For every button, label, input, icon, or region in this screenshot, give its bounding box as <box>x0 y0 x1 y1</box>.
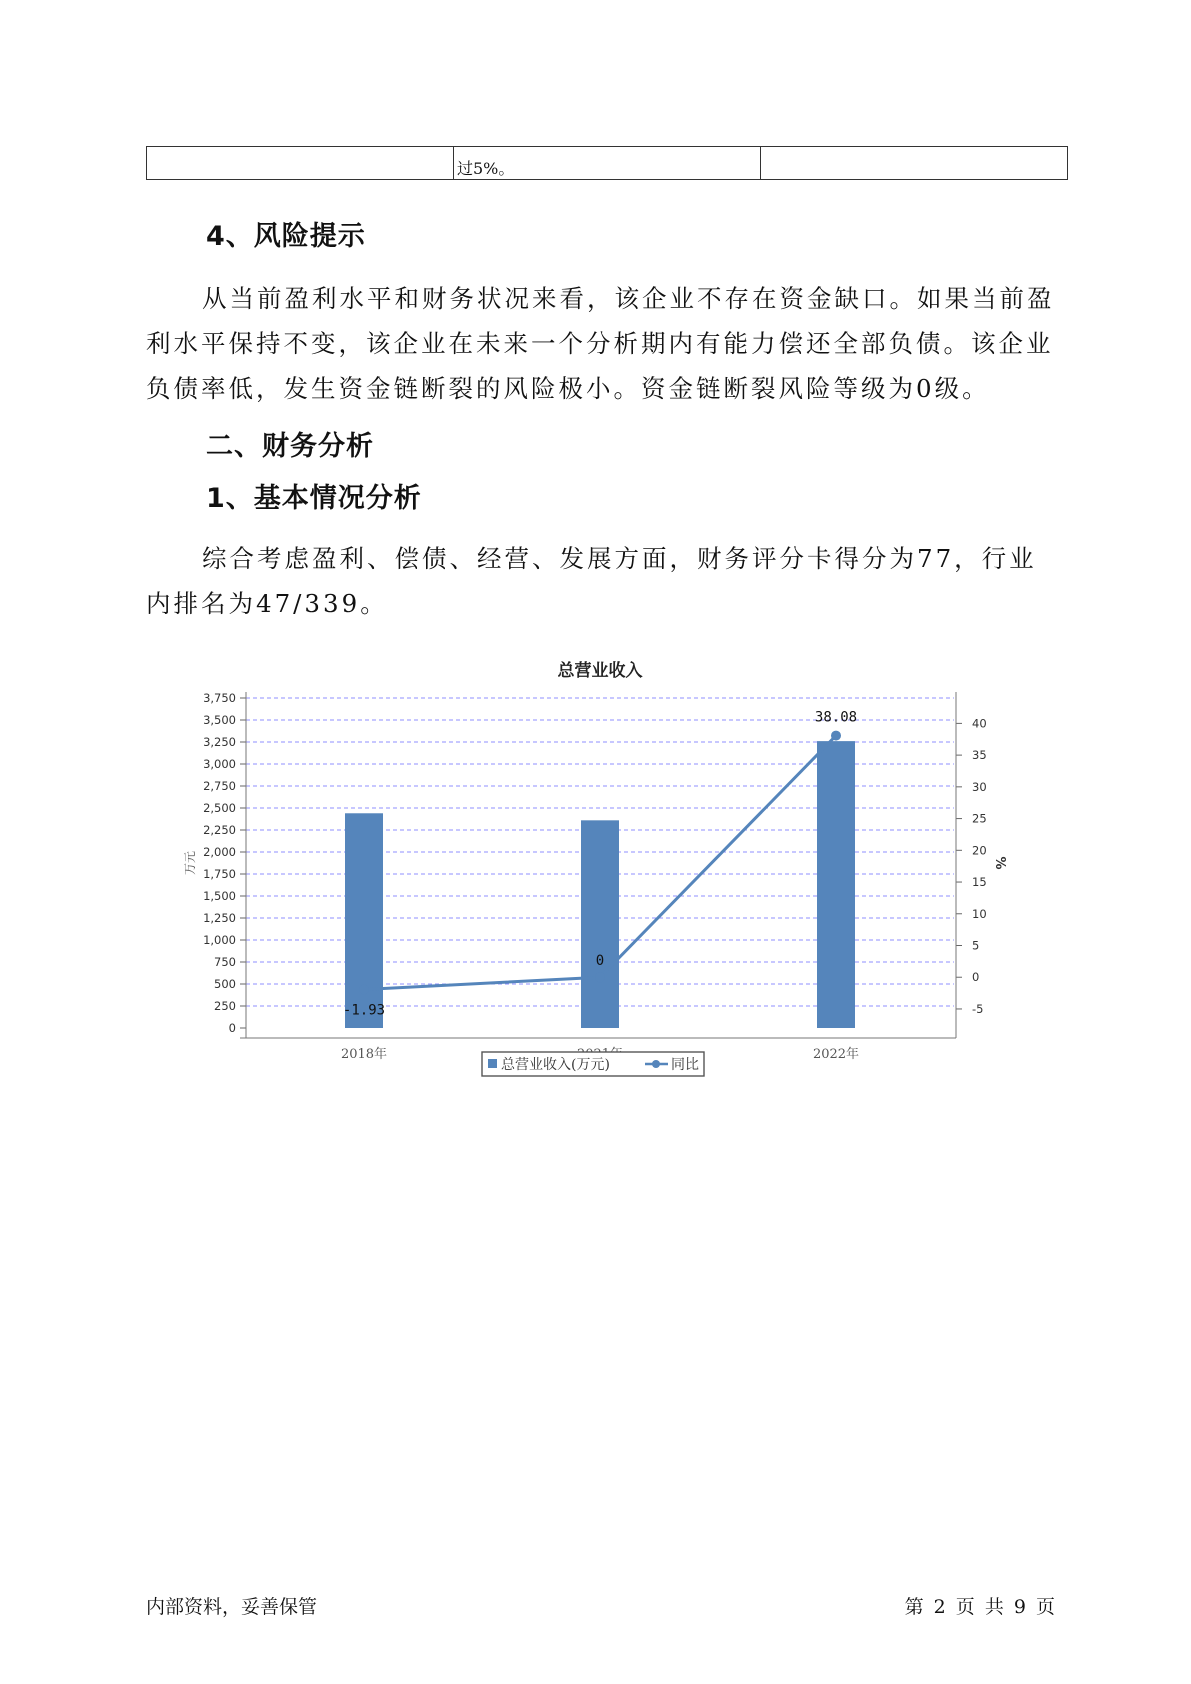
left-tick-label: 500 <box>214 977 236 991</box>
right-tick-label: 40 <box>972 716 987 731</box>
basic-paragraph: 综合考虑盈利、偿债、经营、发展方面，财务评分卡得分为77，行业内排名为47/339。 <box>146 544 1037 618</box>
right-tick-label: 15 <box>972 875 987 890</box>
x-tick-label: 2018年 <box>340 1047 388 1062</box>
table-cell-right <box>761 147 1068 180</box>
right-tick-label: 10 <box>972 906 987 921</box>
risk-paragraph: 从当前盈利水平和财务状况来看，该企业不存在资金缺口。如果当前盈利水平保持不变，该企业在未来一个分析期内有能力偿还全部负债。该企业负债率低，发生资金链断裂的风险极小。资金链断裂风险等级为0级。 <box>146 284 1055 403</box>
finance-heading: 二、财务分析 <box>206 431 374 462</box>
footer-page-number: 第 2 页 共 9 页 <box>904 1596 1055 1618</box>
left-tick-label: 3,000 <box>203 757 236 771</box>
left-tick-label: 2,000 <box>203 845 236 859</box>
risk-heading: 4、风险提示 <box>206 221 366 252</box>
left-tick-label: 2,750 <box>203 779 236 793</box>
right-tick-label: 5 <box>972 938 980 953</box>
table-cell-middle: 过5%。 <box>454 147 761 180</box>
legend-bar-label: 总营业收入(万元) <box>501 1057 610 1073</box>
yoy-point <box>831 731 841 741</box>
right-tick-label: 35 <box>972 748 987 763</box>
left-tick-label: 1,250 <box>203 911 236 925</box>
table-fragment <box>146 146 1068 180</box>
left-axis-label: 万元 <box>183 850 197 876</box>
left-tick-label: 2,500 <box>203 801 236 815</box>
bar-2018年 <box>342 813 386 1028</box>
left-tick-label: 0 <box>228 1021 236 1035</box>
yoy-point <box>359 984 369 994</box>
left-tick-label: 1,750 <box>203 867 236 881</box>
right-tick-label: 30 <box>972 779 987 794</box>
right-axis-label: % <box>992 856 1007 870</box>
right-tick-label: 25 <box>972 811 987 826</box>
legend-line-marker <box>652 1060 660 1068</box>
left-tick-label: 2,250 <box>203 823 236 837</box>
left-tick-label: 1,000 <box>203 933 236 947</box>
table-cell-left <box>147 147 454 180</box>
x-tick-label: 2022年 <box>812 1047 860 1062</box>
right-tick-label: 20 <box>972 843 987 858</box>
yoy-data-label: 38.08 <box>814 709 858 726</box>
legend-line-label: 同比 <box>671 1057 699 1073</box>
left-tick-label: 250 <box>214 999 236 1013</box>
legend-bar-swatch <box>488 1059 497 1068</box>
bar-2021年 <box>581 820 619 1028</box>
footer-confidential: 内部资料，妥善保管 <box>146 1596 318 1618</box>
left-tick-label: 3,250 <box>203 735 236 749</box>
revenue-chart <box>170 650 1010 1110</box>
yoy-data-label: -1.93 <box>342 1002 386 1019</box>
yoy-point <box>595 972 605 982</box>
chart-title: 总营业收入 <box>557 661 643 681</box>
bar-2022年 <box>817 741 855 1028</box>
right-tick-label: -5 <box>972 1001 984 1016</box>
left-tick-label: 750 <box>214 955 236 969</box>
left-tick-label: 3,500 <box>203 713 236 727</box>
right-tick-label: 0 <box>972 970 980 985</box>
left-tick-label: 1,500 <box>203 889 236 903</box>
yoy-data-label: 0 <box>595 953 605 970</box>
left-tick-label: 3,750 <box>203 691 236 705</box>
basic-heading: 1、基本情况分析 <box>206 483 422 514</box>
